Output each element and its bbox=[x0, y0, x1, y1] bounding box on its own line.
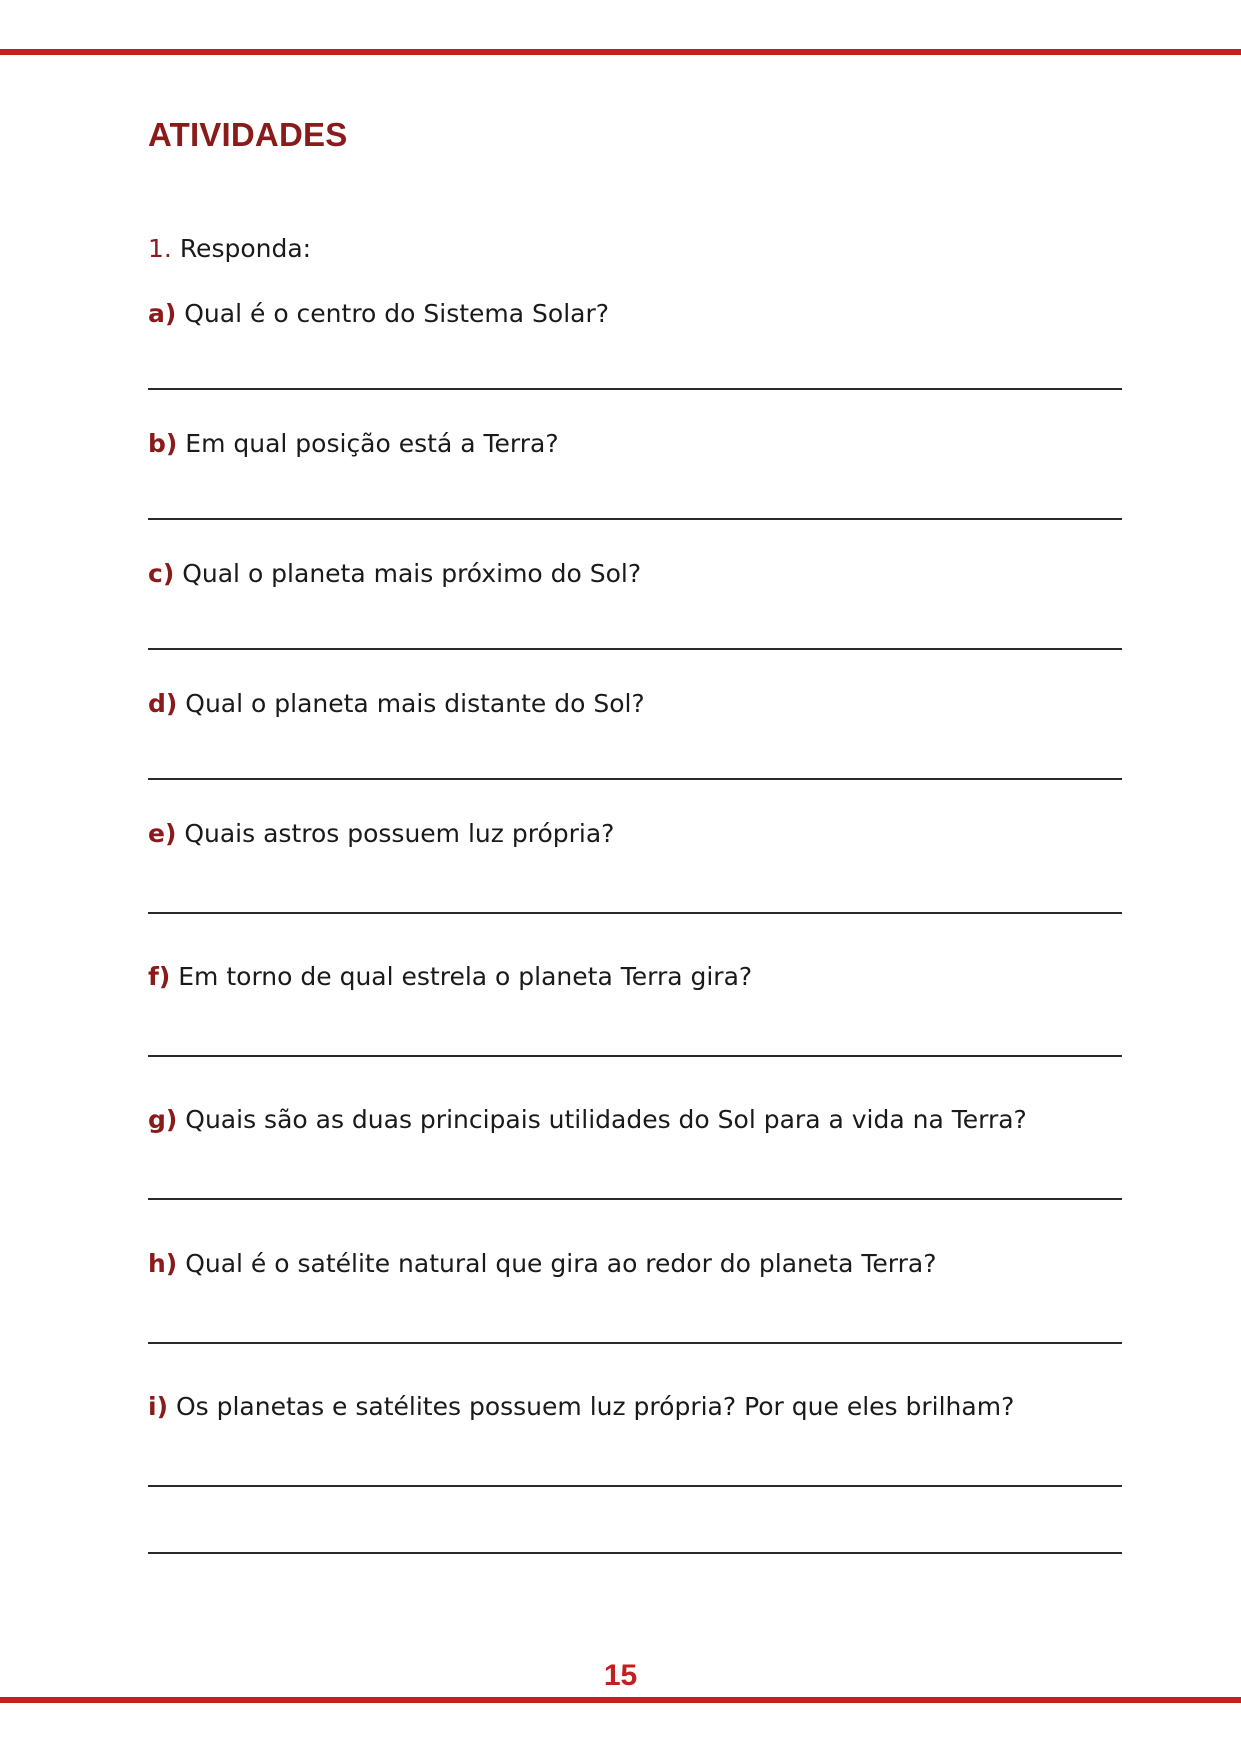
question-text: Qual é o satélite natural que gira ao redor do planeta Terra? bbox=[185, 1249, 937, 1278]
question-letter: i) bbox=[148, 1392, 168, 1421]
question-i bbox=[148, 1391, 1014, 1423]
question-text: Qual o planeta mais distante do Sol? bbox=[185, 689, 645, 718]
answer-line-f[interactable] bbox=[148, 1055, 1122, 1057]
question-text: Em torno de qual estrela o planeta Terra gira? bbox=[178, 962, 753, 991]
question-a bbox=[148, 298, 609, 330]
answer-line-i-1[interactable] bbox=[148, 1485, 1122, 1487]
question-letter: c) bbox=[148, 559, 175, 588]
answer-line-d[interactable] bbox=[148, 778, 1122, 780]
question-text: Quais são as duas principais utilidades do Sol para a vida na Terra? bbox=[185, 1105, 1027, 1134]
question-letter: g) bbox=[148, 1105, 178, 1134]
top-red-rule bbox=[0, 49, 1241, 55]
exercise-number: 1. bbox=[148, 234, 172, 263]
question-text: Os planetas e satélites possuem luz própria? Por que eles brilham? bbox=[175, 1392, 1015, 1421]
question-e bbox=[148, 818, 614, 850]
page-number: 15 bbox=[603, 1659, 638, 1692]
question-text: Qual o planeta mais próximo do Sol? bbox=[182, 559, 642, 588]
question-g bbox=[148, 1104, 1027, 1136]
answer-line-i-2[interactable] bbox=[148, 1552, 1122, 1554]
exercise-instruction bbox=[148, 233, 311, 265]
question-d bbox=[148, 688, 645, 720]
answer-line-h[interactable] bbox=[148, 1342, 1122, 1344]
answer-line-a[interactable] bbox=[148, 388, 1122, 390]
answer-line-b[interactable] bbox=[148, 518, 1122, 520]
question-c bbox=[148, 558, 641, 590]
answer-line-e[interactable] bbox=[148, 912, 1122, 914]
question-letter: f) bbox=[148, 962, 171, 991]
question-text: Quais astros possuem luz própria? bbox=[184, 819, 615, 848]
question-letter: h) bbox=[148, 1249, 178, 1278]
answer-line-c[interactable] bbox=[148, 648, 1122, 650]
question-letter: b) bbox=[148, 429, 178, 458]
question-letter: e) bbox=[148, 819, 177, 848]
question-text: Em qual posição está a Terra? bbox=[185, 429, 559, 458]
question-letter: a) bbox=[148, 299, 177, 328]
answer-line-g[interactable] bbox=[148, 1198, 1122, 1200]
question-b bbox=[148, 428, 559, 460]
exercise-instruction-text: Responda: bbox=[179, 234, 312, 263]
question-f bbox=[148, 961, 752, 993]
question-letter: d) bbox=[148, 689, 178, 718]
question-text: Qual é o centro do Sistema Solar? bbox=[184, 299, 610, 328]
question-h bbox=[148, 1248, 936, 1280]
page-title: ATIVIDADES bbox=[148, 116, 348, 153]
bottom-red-rule bbox=[0, 1697, 1241, 1703]
